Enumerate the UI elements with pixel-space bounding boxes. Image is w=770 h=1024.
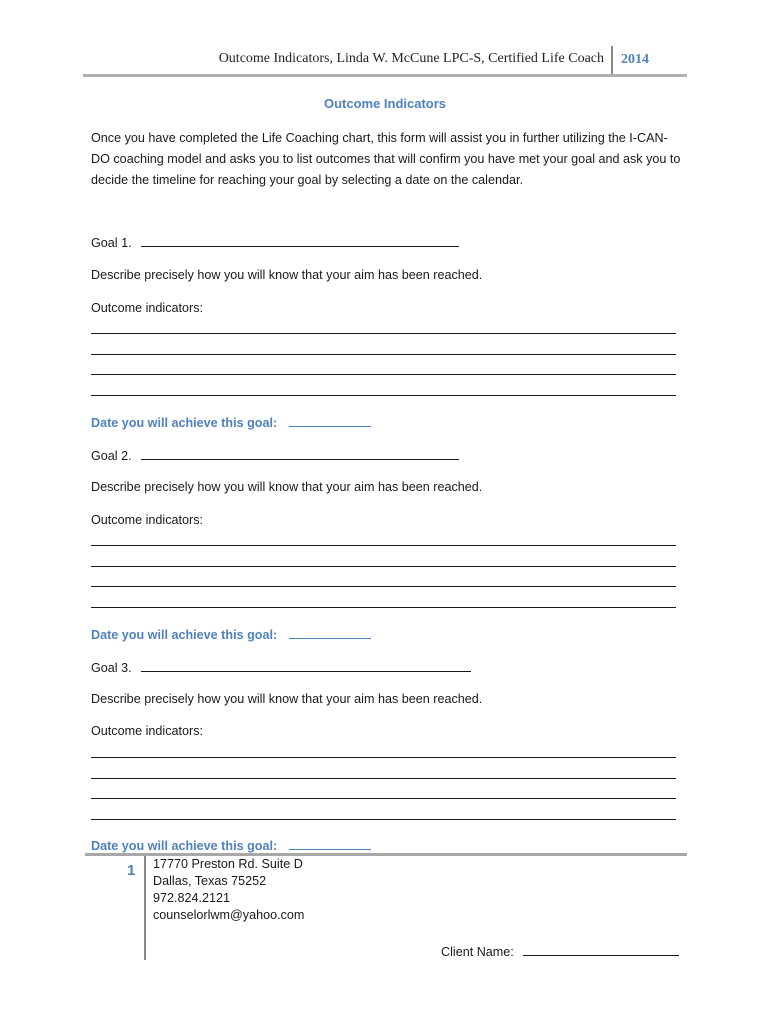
goal-1-describe: Describe precisely how you will know that your aim has been reached. [91, 268, 483, 282]
goal-1-row [91, 234, 459, 250]
address-line-1: 17770 Preston Rd. Suite D [153, 857, 303, 871]
header-separator [611, 46, 613, 76]
header-title: Outcome Indicators, Linda W. McCune LPC-S, Certified Life Coach [218, 51, 604, 66]
goal-2-describe: Describe precisely how you will know that your aim has been reached. [91, 480, 483, 494]
goal-2-outcome-line-2[interactable] [91, 566, 676, 567]
goal-1-outcome-line-2[interactable] [91, 354, 676, 355]
goal-2-date-row [91, 626, 371, 642]
goal-3-date-blank[interactable] [289, 837, 371, 850]
goal-2-row [91, 447, 459, 463]
goal-1-date-label: Date you will achieve this goal: [91, 416, 278, 430]
page-number: 1 [127, 862, 136, 879]
goal-3-outcome-line-4[interactable] [91, 819, 676, 820]
goal-3-label: Goal 3. [91, 661, 132, 675]
address-line-2: Dallas, Texas 75252 [153, 874, 267, 888]
goal-3-describe: Describe precisely how you will know that your aim has been reached. [91, 692, 483, 706]
header-rule [83, 74, 687, 77]
phone-number: 972.824.2121 [153, 891, 231, 905]
goal-1-label: Goal 1. [91, 236, 132, 250]
goal-1-blank[interactable] [141, 234, 459, 247]
client-name-row [441, 943, 679, 959]
goal-2-blank[interactable] [141, 447, 459, 460]
goal-2-outcome-line-3[interactable] [91, 586, 676, 587]
email-address: counselorlwm@yahoo.com [153, 908, 305, 922]
footer-separator [144, 856, 146, 960]
goal-3-row [91, 659, 471, 675]
goal-2-outcome-line-1[interactable] [91, 545, 676, 546]
goal-2-date-label: Date you will achieve this goal: [91, 628, 278, 642]
header-year: 2014 [621, 52, 649, 67]
footer-address [153, 856, 304, 924]
intro-paragraph: Once you have completed the Life Coaching chart, this form will assist you in further utilizing the I-CAN-DO coaching model and asks you to list outcomes that will confirm you have met your goal and ask you to decide the timeline for reaching your goal by selecting a date on the calendar. [91, 131, 681, 187]
page-title: Outcome Indicators [323, 96, 447, 111]
goal-3-outcome-line-1[interactable] [91, 757, 676, 758]
goal-3-outcome-label: Outcome indicators: [91, 724, 203, 738]
goal-3-date-label: Date you will achieve this goal: [91, 839, 278, 853]
goal-1-date-blank[interactable] [289, 414, 371, 427]
goal-2-outcome-line-4[interactable] [91, 607, 676, 608]
goal-1-date-row [91, 414, 371, 430]
goal-2-date-blank[interactable] [289, 626, 371, 639]
goal-1-outcome-line-3[interactable] [91, 374, 676, 375]
goal-3-date-row [91, 837, 371, 853]
goal-3-outcome-line-3[interactable] [91, 798, 676, 799]
goal-1-outcome-label: Outcome indicators: [91, 301, 203, 315]
goal-2-label: Goal 2. [91, 449, 132, 463]
client-name-blank[interactable] [523, 943, 679, 956]
goal-3-blank[interactable] [141, 659, 471, 672]
goal-1-outcome-line-1[interactable] [91, 333, 676, 334]
goal-1-outcome-line-4[interactable] [91, 395, 676, 396]
goal-2-outcome-label: Outcome indicators: [91, 513, 203, 527]
client-name-label: Client Name: [441, 945, 514, 959]
goal-3-outcome-line-2[interactable] [91, 778, 676, 779]
